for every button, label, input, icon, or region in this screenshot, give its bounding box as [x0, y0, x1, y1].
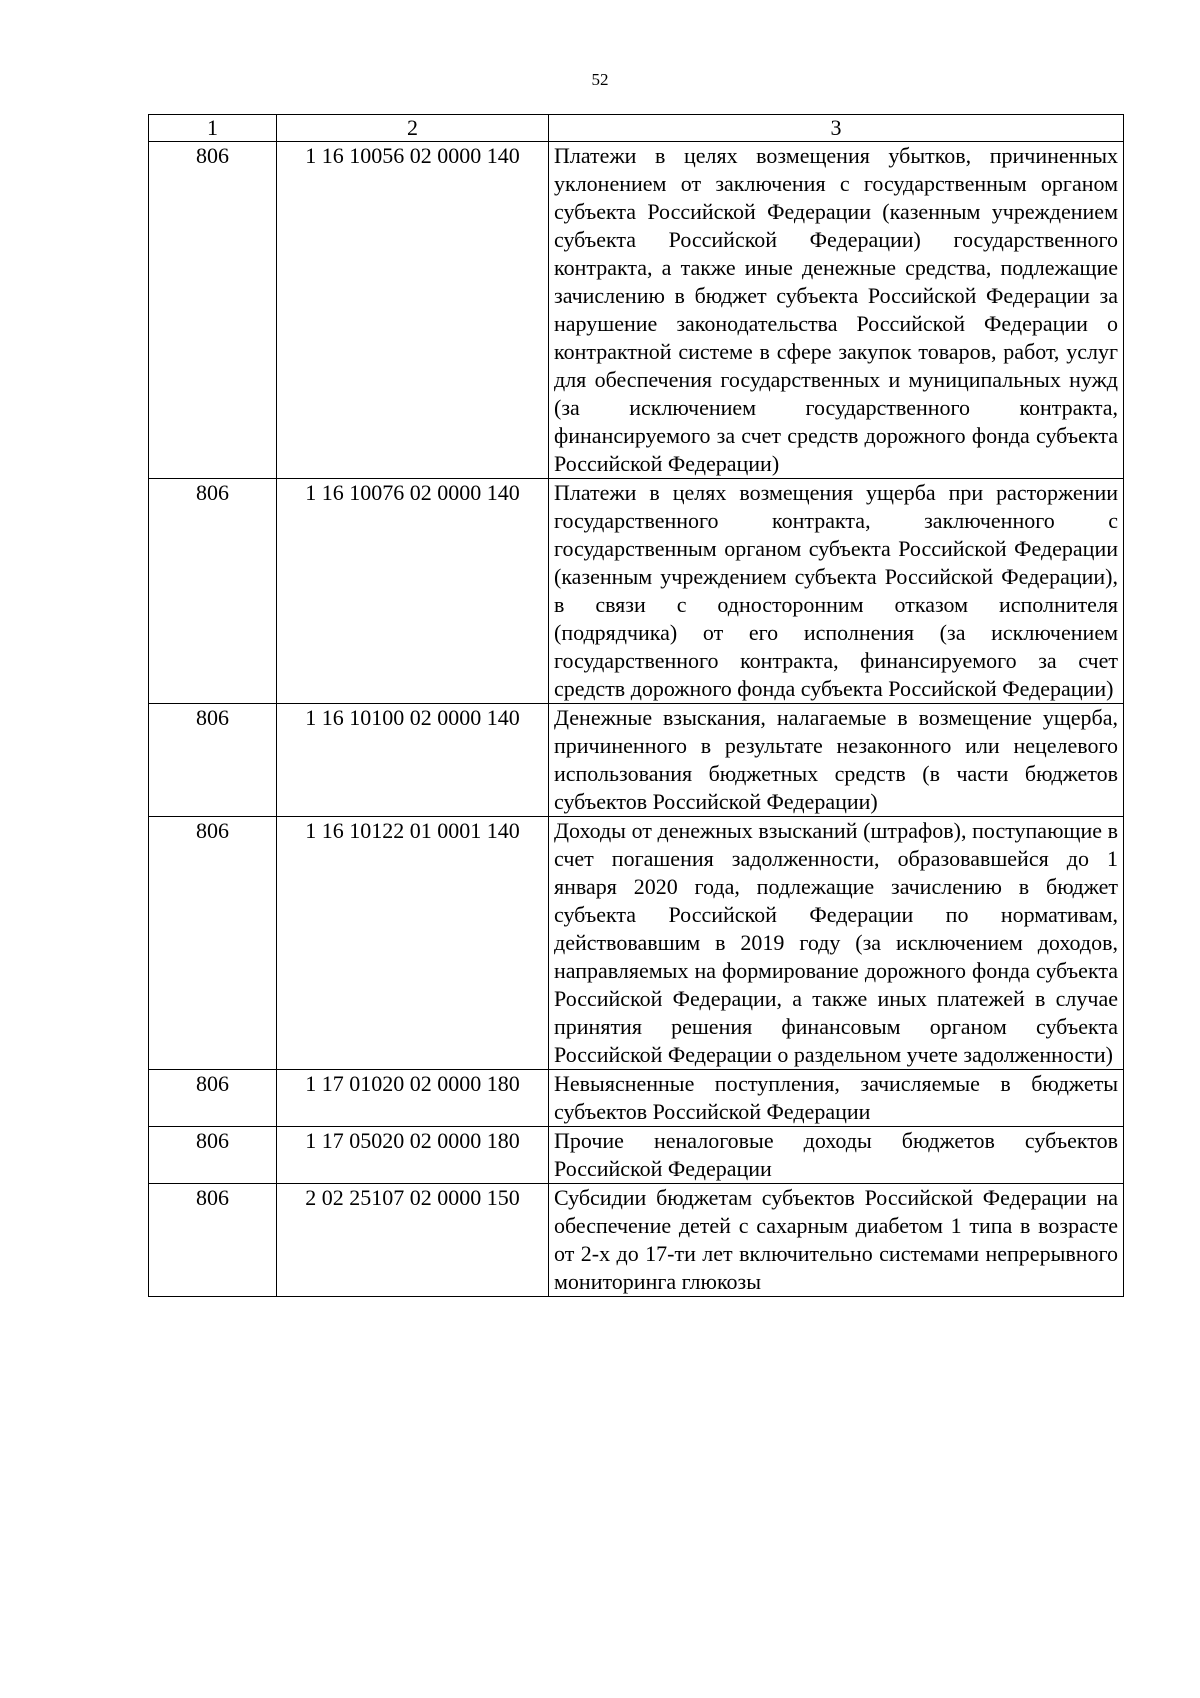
revenue-code-cell: 1 16 10122 01 0001 140 — [277, 817, 549, 1070]
revenue-description-cell: Денежные взыскания, налагаемые в возмещение ущерба, причиненного в результате незаконного или нецелевого использования бюджетных средств (в части бюджетов субъектов Российской Федерации) — [549, 704, 1124, 817]
revenue-description-cell: Прочие неналоговые доходы бюджетов субъектов Российской Федерации — [549, 1127, 1124, 1184]
admin-code-cell: 806 — [149, 1070, 277, 1127]
revenue-description-cell: Доходы от денежных взысканий (штрафов), поступающие в счет погашения задолженности, образовавшейся до 1 января 2020 года, подлежащие зачислению в бюджет субъекта Российской Федерации по нормативам, действовавшим в 2019 году (за исключением доходов, направляемых на формирование дорожного фонда субъекта Российской Федерации, а также иных платежей в случае принятия решения финансовым органом субъекта Российской Федерации о раздельном учете задолженности) — [549, 817, 1124, 1070]
table-row — [149, 817, 1124, 1070]
revenue-code-cell: 1 16 10076 02 0000 140 — [277, 479, 549, 704]
budget-revenue-table — [148, 114, 1124, 1297]
revenue-description-cell: Субсидии бюджетам субъектов Российской Федерации на обеспечение детей с сахарным диабетом 1 типа в возрасте от 2-х до 17-ти лет включительно системами непрерывного мониторинга глюкозы — [549, 1184, 1124, 1297]
revenue-description-cell: Платежи в целях возмещения ущерба при расторжении государственного контракта, заключенного с государственным органом субъекта Российской Федерации (казенным учреждением субъекта Российской Федерации), в связи с односторонним отказом исполнителя (подрядчика) от его исполнения (за исключением государственного контракта, финансируемого за счет средств дорожного фонда субъекта Российской Федерации) — [549, 479, 1124, 704]
table-row — [149, 142, 1124, 479]
page-number: 52 — [591, 70, 609, 89]
revenue-description-cell: Платежи в целях возмещения убытков, причиненных уклонением от заключения с государственным органом субъекта Российской Федерации (казенным учреждением субъекта Российской Федерации) государственного контракта, а также иные денежные средства, подлежащие зачислению в бюджет субъекта Российской Федерации за нарушение законодательства Российской Федерации о контрактной системе в сфере закупок товаров, работ, услуг для обеспечения государственных и муниципальных нужд (за исключением государственного контракта, финансируемого за счет средств дорожного фонда субъекта Российской Федерации) — [549, 142, 1124, 479]
revenue-code-cell: 2 02 25107 02 0000 150 — [277, 1184, 549, 1297]
header-cell-col1: 1 — [149, 115, 277, 142]
table-row — [149, 1070, 1124, 1127]
table-row — [149, 1127, 1124, 1184]
revenue-code-cell: 1 16 10056 02 0000 140 — [277, 142, 549, 479]
header-cell-col2: 2 — [277, 115, 549, 142]
revenue-code-cell: 1 16 10100 02 0000 140 — [277, 704, 549, 817]
revenue-code-cell: 1 17 05020 02 0000 180 — [277, 1127, 549, 1184]
admin-code-cell: 806 — [149, 1184, 277, 1297]
table-row — [149, 479, 1124, 704]
revenue-code-cell: 1 17 01020 02 0000 180 — [277, 1070, 549, 1127]
admin-code-cell: 806 — [149, 817, 277, 1070]
admin-code-cell: 806 — [149, 142, 277, 479]
admin-code-cell: 806 — [149, 1127, 277, 1184]
header-cell-col3: 3 — [549, 115, 1124, 142]
table-header-row — [149, 115, 1124, 142]
table-row — [149, 1184, 1124, 1297]
admin-code-cell: 806 — [149, 479, 277, 704]
revenue-description-cell: Невыясненные поступления, зачисляемые в бюджеты субъектов Российской Федерации — [549, 1070, 1124, 1127]
admin-code-cell: 806 — [149, 704, 277, 817]
table-row — [149, 704, 1124, 817]
